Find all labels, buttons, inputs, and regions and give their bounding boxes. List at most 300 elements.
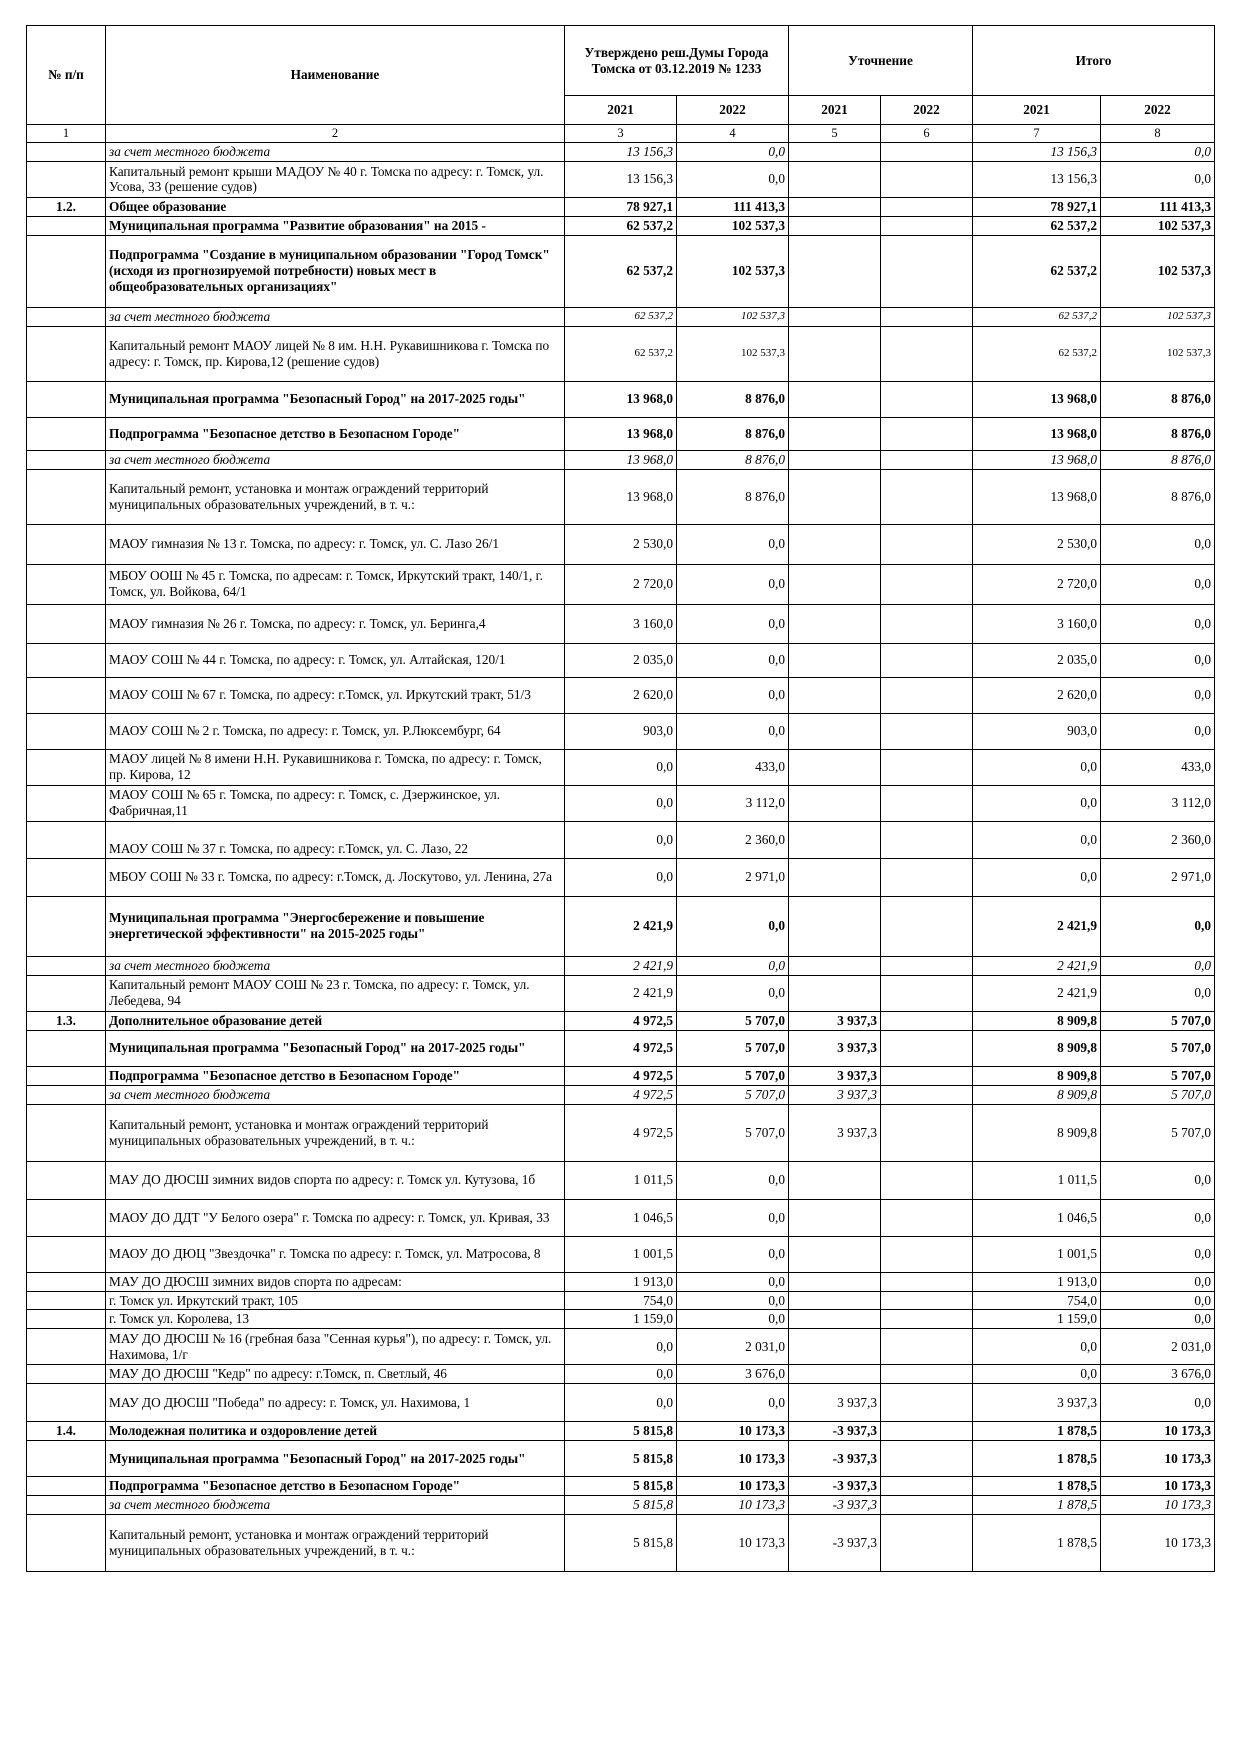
- row-value: 5 707,0: [1101, 1104, 1215, 1161]
- row-value: [789, 858, 881, 896]
- row-value: [881, 1066, 973, 1085]
- row-name: МАОУ СОШ № 37 г. Томска, по адресу: г.Томск, ул. С. Лазо, 22: [106, 821, 565, 858]
- row-value: 0,0: [677, 1272, 789, 1291]
- row-number: [27, 235, 106, 307]
- row-value: 8 909,8: [973, 1104, 1101, 1161]
- table-row: [27, 1161, 1215, 1199]
- table-row: [27, 216, 1215, 235]
- row-name: Общее образование: [106, 197, 565, 216]
- row-value: 0,0: [973, 749, 1101, 785]
- row-value: 433,0: [1101, 749, 1215, 785]
- row-value: 111 413,3: [1101, 197, 1215, 216]
- row-value: 1 001,5: [973, 1236, 1101, 1272]
- row-value: 10 173,3: [677, 1441, 789, 1477]
- row-value: 8 876,0: [1101, 381, 1215, 417]
- row-name: МАОУ СОШ № 67 г. Томска, по адресу: г.Томск, ул. Иркутский тракт, 51/3: [106, 677, 565, 713]
- row-number: [27, 1365, 106, 1384]
- row-value: 10 173,3: [677, 1477, 789, 1496]
- table-row: [27, 1030, 1215, 1066]
- header-year: 2022: [881, 96, 973, 125]
- table-row: [27, 564, 1215, 604]
- row-value: 0,0: [677, 975, 789, 1011]
- row-name: МАОУ СОШ № 65 г. Томска, по адресу: г. Томск, с. Дзержинское, ул. Фабричная,11: [106, 785, 565, 821]
- row-value: 0,0: [1101, 677, 1215, 713]
- row-number: [27, 1161, 106, 1199]
- row-number: [27, 677, 106, 713]
- row-value: [789, 469, 881, 524]
- table-row: [27, 450, 1215, 469]
- row-value: 5 815,8: [565, 1422, 677, 1441]
- row-number: [27, 1104, 106, 1161]
- row-value: 3 112,0: [1101, 785, 1215, 821]
- table-row: [27, 1441, 1215, 1477]
- row-value: 2 031,0: [677, 1329, 789, 1365]
- row-name: за счет местного бюджета: [106, 956, 565, 975]
- row-value: 10 173,3: [1101, 1477, 1215, 1496]
- row-value: 5 707,0: [1101, 1011, 1215, 1030]
- row-value: 10 173,3: [1101, 1496, 1215, 1515]
- row-number: [27, 1291, 106, 1310]
- row-number: [27, 524, 106, 564]
- row-value: [789, 785, 881, 821]
- row-value: 2 035,0: [565, 643, 677, 677]
- row-value: [881, 956, 973, 975]
- row-value: 0,0: [565, 858, 677, 896]
- row-value: 0,0: [1101, 956, 1215, 975]
- row-value: 2 530,0: [565, 524, 677, 564]
- row-value: [789, 1329, 881, 1365]
- row-value: 3 112,0: [677, 785, 789, 821]
- row-value: 754,0: [973, 1291, 1101, 1310]
- row-value: 2 620,0: [973, 677, 1101, 713]
- row-name: МАОУ ДО ДЮЦ "Звездочка" г. Томска по адресу: г. Томск, ул. Матросова, 8: [106, 1236, 565, 1272]
- row-value: -3 937,3: [789, 1515, 881, 1572]
- row-value: 0,0: [973, 858, 1101, 896]
- row-value: 0,0: [677, 956, 789, 975]
- row-value: 903,0: [973, 713, 1101, 749]
- row-number: [27, 469, 106, 524]
- row-number: [27, 713, 106, 749]
- row-value: 0,0: [1101, 1310, 1215, 1329]
- row-value: 754,0: [565, 1291, 677, 1310]
- row-name: за счет местного бюджета: [106, 143, 565, 162]
- row-name: Капитальный ремонт, установка и монтаж ограждений территорий муниципальных образовательных учреждений, в т. ч.:: [106, 1104, 565, 1161]
- row-name: г. Томск ул. Иркутский тракт, 105: [106, 1291, 565, 1310]
- row-number: [27, 1310, 106, 1329]
- row-value: [881, 307, 973, 326]
- header-year: 2021: [973, 96, 1101, 125]
- row-value: 5 707,0: [677, 1066, 789, 1085]
- header-name: Наименование: [106, 26, 565, 125]
- row-value: [789, 1291, 881, 1310]
- header-number: № п/п: [27, 26, 106, 125]
- row-value: 8 876,0: [1101, 417, 1215, 450]
- row-value: 62 537,2: [973, 307, 1101, 326]
- row-name: МАОУ гимназия № 26 г. Томска, по адресу: г. Томск, ул. Беринга,4: [106, 604, 565, 643]
- row-value: 433,0: [677, 749, 789, 785]
- table-row: [27, 821, 1215, 858]
- row-value: 0,0: [677, 564, 789, 604]
- header-year: 2021: [565, 96, 677, 125]
- row-name: МАУ ДО ДЮСШ зимних видов спорта по адресу: г. Томск ул. Кутузова, 1б: [106, 1161, 565, 1199]
- row-value: 102 537,3: [677, 235, 789, 307]
- table-row: [27, 1310, 1215, 1329]
- row-number: [27, 1085, 106, 1104]
- row-value: 8 876,0: [677, 450, 789, 469]
- table-row: [27, 326, 1215, 381]
- row-value: 0,0: [1101, 1199, 1215, 1236]
- row-value: [881, 469, 973, 524]
- row-name: МАОУ СОШ № 44 г. Томска, по адресу: г. Томск, ул. Алтайская, 120/1: [106, 643, 565, 677]
- row-value: 1 878,5: [973, 1441, 1101, 1477]
- row-value: 2 360,0: [677, 821, 789, 858]
- row-value: 1 913,0: [973, 1272, 1101, 1291]
- row-value: [881, 713, 973, 749]
- table-row: [27, 677, 1215, 713]
- row-value: [881, 1329, 973, 1365]
- row-value: 3 937,3: [789, 1066, 881, 1085]
- row-name: Муниципальная программа "Безопасный Город" на 2017-2025 годы": [106, 1030, 565, 1066]
- row-value: 0,0: [677, 896, 789, 956]
- row-value: 2 421,9: [565, 896, 677, 956]
- table-row: [27, 956, 1215, 975]
- row-value: 62 537,2: [973, 326, 1101, 381]
- row-value: 2 421,9: [973, 975, 1101, 1011]
- row-value: 5 815,8: [565, 1515, 677, 1572]
- table-row: [27, 975, 1215, 1011]
- row-number: [27, 381, 106, 417]
- row-value: 3 160,0: [565, 604, 677, 643]
- table-header: [27, 26, 1215, 143]
- row-value: 4 972,5: [565, 1104, 677, 1161]
- row-value: 8 909,8: [973, 1066, 1101, 1085]
- column-index: 4: [677, 125, 789, 143]
- row-value: [789, 143, 881, 162]
- header-change: Уточнение: [789, 26, 973, 96]
- row-value: 1 011,5: [973, 1161, 1101, 1199]
- row-value: 0,0: [1101, 564, 1215, 604]
- table-row: [27, 1384, 1215, 1422]
- row-value: [881, 450, 973, 469]
- row-value: 2 035,0: [973, 643, 1101, 677]
- row-value: 10 173,3: [677, 1515, 789, 1572]
- row-name: Подпрограмма "Безопасное детство в Безопасном Городе": [106, 1066, 565, 1085]
- row-value: 62 537,2: [565, 326, 677, 381]
- row-value: [789, 1161, 881, 1199]
- row-value: [789, 643, 881, 677]
- row-value: [789, 417, 881, 450]
- row-value: [789, 524, 881, 564]
- budget-table: [26, 25, 1215, 1572]
- row-value: 3 160,0: [973, 604, 1101, 643]
- row-value: [881, 896, 973, 956]
- row-value: [881, 1236, 973, 1272]
- row-name: Капитальный ремонт, установка и монтаж ограждений территорий муниципальных образовательных учреждений, в т. ч.:: [106, 1515, 565, 1572]
- row-value: 3 937,3: [789, 1104, 881, 1161]
- row-value: 5 707,0: [1101, 1030, 1215, 1066]
- row-value: 2 421,9: [973, 896, 1101, 956]
- row-name: Капитальный ремонт МАОУ СОШ № 23 г. Томска, по адресу: г. Томск, ул. Лебедева, 94: [106, 975, 565, 1011]
- table-row: [27, 1066, 1215, 1085]
- row-value: 102 537,3: [1101, 326, 1215, 381]
- row-number: [27, 785, 106, 821]
- row-value: 62 537,2: [565, 216, 677, 235]
- row-name: МАУ ДО ДЮСШ "Кедр" по адресу: г.Томск, п. Светлый, 46: [106, 1365, 565, 1384]
- row-value: -3 937,3: [789, 1496, 881, 1515]
- row-value: 13 968,0: [565, 381, 677, 417]
- table-row: [27, 713, 1215, 749]
- row-value: 5 707,0: [1101, 1085, 1215, 1104]
- row-value: [881, 975, 973, 1011]
- row-value: 13 156,3: [565, 143, 677, 162]
- row-value: [789, 677, 881, 713]
- row-value: 1 046,5: [565, 1199, 677, 1236]
- table-row: [27, 1291, 1215, 1310]
- row-value: [881, 326, 973, 381]
- table-row: [27, 469, 1215, 524]
- row-number: [27, 417, 106, 450]
- row-number: [27, 1477, 106, 1496]
- row-value: 3 937,3: [789, 1030, 881, 1066]
- table-row: [27, 1236, 1215, 1272]
- row-value: 10 173,3: [1101, 1515, 1215, 1572]
- header-year: 2022: [1101, 96, 1215, 125]
- row-name: Муниципальная программа "Безопасный Город" на 2017-2025 годы": [106, 1441, 565, 1477]
- row-number: [27, 821, 106, 858]
- column-index: 7: [973, 125, 1101, 143]
- row-value: 62 537,2: [565, 307, 677, 326]
- table-row: [27, 381, 1215, 417]
- row-number: [27, 1030, 106, 1066]
- row-value: 8 909,8: [973, 1030, 1101, 1066]
- row-value: 1 001,5: [565, 1236, 677, 1272]
- row-value: 0,0: [973, 821, 1101, 858]
- row-number: [27, 564, 106, 604]
- row-value: 0,0: [1101, 161, 1215, 197]
- header-approved: Утверждено реш.Думы Города Томска от 03.12.2019 № 1233: [565, 26, 789, 96]
- row-value: 3 937,3: [789, 1384, 881, 1422]
- row-value: 0,0: [565, 1329, 677, 1365]
- row-value: 8 876,0: [1101, 450, 1215, 469]
- row-value: 2 720,0: [973, 564, 1101, 604]
- row-value: 0,0: [973, 1365, 1101, 1384]
- row-value: [789, 821, 881, 858]
- row-value: 13 156,3: [973, 143, 1101, 162]
- row-value: [789, 197, 881, 216]
- row-value: [881, 604, 973, 643]
- row-value: 13 968,0: [565, 417, 677, 450]
- row-name: Муниципальная программа "Безопасный Город" на 2017-2025 годы": [106, 381, 565, 417]
- row-value: 5 707,0: [677, 1011, 789, 1030]
- column-index: 6: [881, 125, 973, 143]
- row-value: 62 537,2: [973, 216, 1101, 235]
- row-value: [789, 216, 881, 235]
- column-index: 8: [1101, 125, 1215, 143]
- row-value: 8 876,0: [677, 381, 789, 417]
- row-value: 5 707,0: [677, 1030, 789, 1066]
- row-value: [881, 1365, 973, 1384]
- row-value: [881, 235, 973, 307]
- row-value: 0,0: [677, 643, 789, 677]
- row-value: [789, 235, 881, 307]
- row-value: 1 878,5: [973, 1422, 1101, 1441]
- row-number: [27, 975, 106, 1011]
- row-value: 102 537,3: [1101, 235, 1215, 307]
- row-value: [789, 604, 881, 643]
- row-value: [881, 643, 973, 677]
- row-value: 0,0: [677, 143, 789, 162]
- row-value: 0,0: [677, 524, 789, 564]
- row-value: 1 878,5: [973, 1477, 1101, 1496]
- row-value: 5 815,8: [565, 1496, 677, 1515]
- row-value: 2 421,9: [565, 956, 677, 975]
- row-value: [881, 1199, 973, 1236]
- row-name: за счет местного бюджета: [106, 1496, 565, 1515]
- column-index: 2: [106, 125, 565, 143]
- row-value: 13 968,0: [973, 381, 1101, 417]
- row-value: [881, 1384, 973, 1422]
- column-index: 1: [27, 125, 106, 143]
- row-value: 1 878,5: [973, 1496, 1101, 1515]
- row-name: Капитальный ремонт, установка и монтаж ограждений территорий муниципальных образовательных учреждений, в т. ч.:: [106, 469, 565, 524]
- row-number: [27, 143, 106, 162]
- row-value: 0,0: [1101, 975, 1215, 1011]
- row-value: [789, 161, 881, 197]
- row-name: за счет местного бюджета: [106, 450, 565, 469]
- row-value: 13 156,3: [565, 161, 677, 197]
- table-row: [27, 524, 1215, 564]
- row-value: [881, 821, 973, 858]
- row-number: [27, 216, 106, 235]
- row-value: [881, 749, 973, 785]
- row-value: 62 537,2: [565, 235, 677, 307]
- row-value: [881, 858, 973, 896]
- row-value: 0,0: [565, 749, 677, 785]
- row-value: 8 876,0: [677, 469, 789, 524]
- row-value: 0,0: [677, 1199, 789, 1236]
- table-row: [27, 643, 1215, 677]
- row-value: 0,0: [677, 713, 789, 749]
- row-value: 0,0: [1101, 1236, 1215, 1272]
- row-value: 4 972,5: [565, 1030, 677, 1066]
- row-value: [789, 1236, 881, 1272]
- table-row: [27, 143, 1215, 162]
- row-name: МАУ ДО ДЮСШ № 16 (гребная база "Сенная курья"), по адресу: г. Томск, ул. Нахимова, 1/г: [106, 1329, 565, 1365]
- row-value: [789, 749, 881, 785]
- row-number: [27, 604, 106, 643]
- row-name: МАУ ДО ДЮСШ "Победа" по адресу: г. Томск, ул. Нахимова, 1: [106, 1384, 565, 1422]
- row-value: [789, 326, 881, 381]
- row-name: МАОУ ДО ДДТ "У Белого озера" г. Томска по адресу: г. Томск, ул. Кривая, 33: [106, 1199, 565, 1236]
- row-value: 8 876,0: [677, 417, 789, 450]
- row-value: 3 676,0: [677, 1365, 789, 1384]
- row-name: Капитальный ремонт крыши МАДОУ № 40 г. Томска по адресу: г. Томск, ул. Усова, 33 (решение судов): [106, 161, 565, 197]
- row-value: 2 360,0: [1101, 821, 1215, 858]
- row-number: 1.4.: [27, 1422, 106, 1441]
- row-value: [881, 524, 973, 564]
- row-value: 4 972,5: [565, 1085, 677, 1104]
- row-name: Подпрограмма "Безопасное детство в Безопасном Городе": [106, 417, 565, 450]
- row-value: 0,0: [973, 785, 1101, 821]
- row-value: 0,0: [677, 1236, 789, 1272]
- row-value: [881, 1515, 973, 1572]
- row-value: [881, 1272, 973, 1291]
- row-value: [881, 1422, 973, 1441]
- row-value: 1 159,0: [565, 1310, 677, 1329]
- row-value: 8 909,8: [973, 1085, 1101, 1104]
- table-row: [27, 749, 1215, 785]
- row-value: [881, 564, 973, 604]
- row-value: 102 537,3: [677, 216, 789, 235]
- row-value: 0,0: [1101, 713, 1215, 749]
- row-value: 13 968,0: [565, 450, 677, 469]
- row-value: [881, 161, 973, 197]
- row-value: 0,0: [1101, 896, 1215, 956]
- row-number: [27, 1199, 106, 1236]
- row-value: 0,0: [1101, 1161, 1215, 1199]
- row-number: [27, 643, 106, 677]
- row-value: [789, 450, 881, 469]
- row-name: Дополнительное образование детей: [106, 1011, 565, 1030]
- row-number: [27, 1384, 106, 1422]
- row-value: 0,0: [677, 1291, 789, 1310]
- row-name: МАОУ СОШ № 2 г. Томска, по адресу: г. Томск, ул. Р.Люксембург, 64: [106, 713, 565, 749]
- table-row: [27, 1199, 1215, 1236]
- row-name: МАУ ДО ДЮСШ зимних видов спорта по адресам:: [106, 1272, 565, 1291]
- row-value: 111 413,3: [677, 197, 789, 216]
- row-value: 0,0: [1101, 524, 1215, 564]
- row-value: [789, 564, 881, 604]
- row-number: [27, 749, 106, 785]
- table-row: [27, 785, 1215, 821]
- row-value: 102 537,3: [677, 307, 789, 326]
- row-value: 13 156,3: [973, 161, 1101, 197]
- row-value: 2 421,9: [973, 956, 1101, 975]
- row-name: МАОУ гимназия № 13 г. Томска, по адресу: г. Томск, ул. С. Лазо 26/1: [106, 524, 565, 564]
- row-value: [881, 677, 973, 713]
- column-index: 5: [789, 125, 881, 143]
- row-value: -3 937,3: [789, 1441, 881, 1477]
- row-value: -3 937,3: [789, 1422, 881, 1441]
- row-value: 13 968,0: [565, 469, 677, 524]
- table-row: [27, 604, 1215, 643]
- table-row: [27, 197, 1215, 216]
- row-number: [27, 1496, 106, 1515]
- row-name: Подпрограмма "Создание в муниципальном образовании "Город Томск" (исходя из прогнозируемой потребности) новых мест в общеобразовательных организациях": [106, 235, 565, 307]
- row-name: Подпрограмма "Безопасное детство в Безопасном Городе": [106, 1477, 565, 1496]
- header-year: 2022: [677, 96, 789, 125]
- row-value: [789, 307, 881, 326]
- row-value: 0,0: [677, 604, 789, 643]
- row-value: 0,0: [565, 821, 677, 858]
- row-value: 0,0: [677, 161, 789, 197]
- row-name: МБОУ ООШ № 45 г. Томска, по адресам: г. Томск, Иркутский тракт, 140/1, г. Томск, ул. Войкова, 64/1: [106, 564, 565, 604]
- row-value: 2 971,0: [1101, 858, 1215, 896]
- table-row: [27, 1011, 1215, 1030]
- row-value: 13 968,0: [973, 450, 1101, 469]
- row-number: [27, 1441, 106, 1477]
- row-value: [881, 1161, 973, 1199]
- row-value: [789, 975, 881, 1011]
- row-value: 102 537,3: [1101, 307, 1215, 326]
- row-number: [27, 326, 106, 381]
- row-value: [881, 1085, 973, 1104]
- table-row: [27, 307, 1215, 326]
- row-value: 10 173,3: [677, 1496, 789, 1515]
- row-name: Молодежная политика и оздоровление детей: [106, 1422, 565, 1441]
- row-value: 78 927,1: [973, 197, 1101, 216]
- header-year: 2021: [789, 96, 881, 125]
